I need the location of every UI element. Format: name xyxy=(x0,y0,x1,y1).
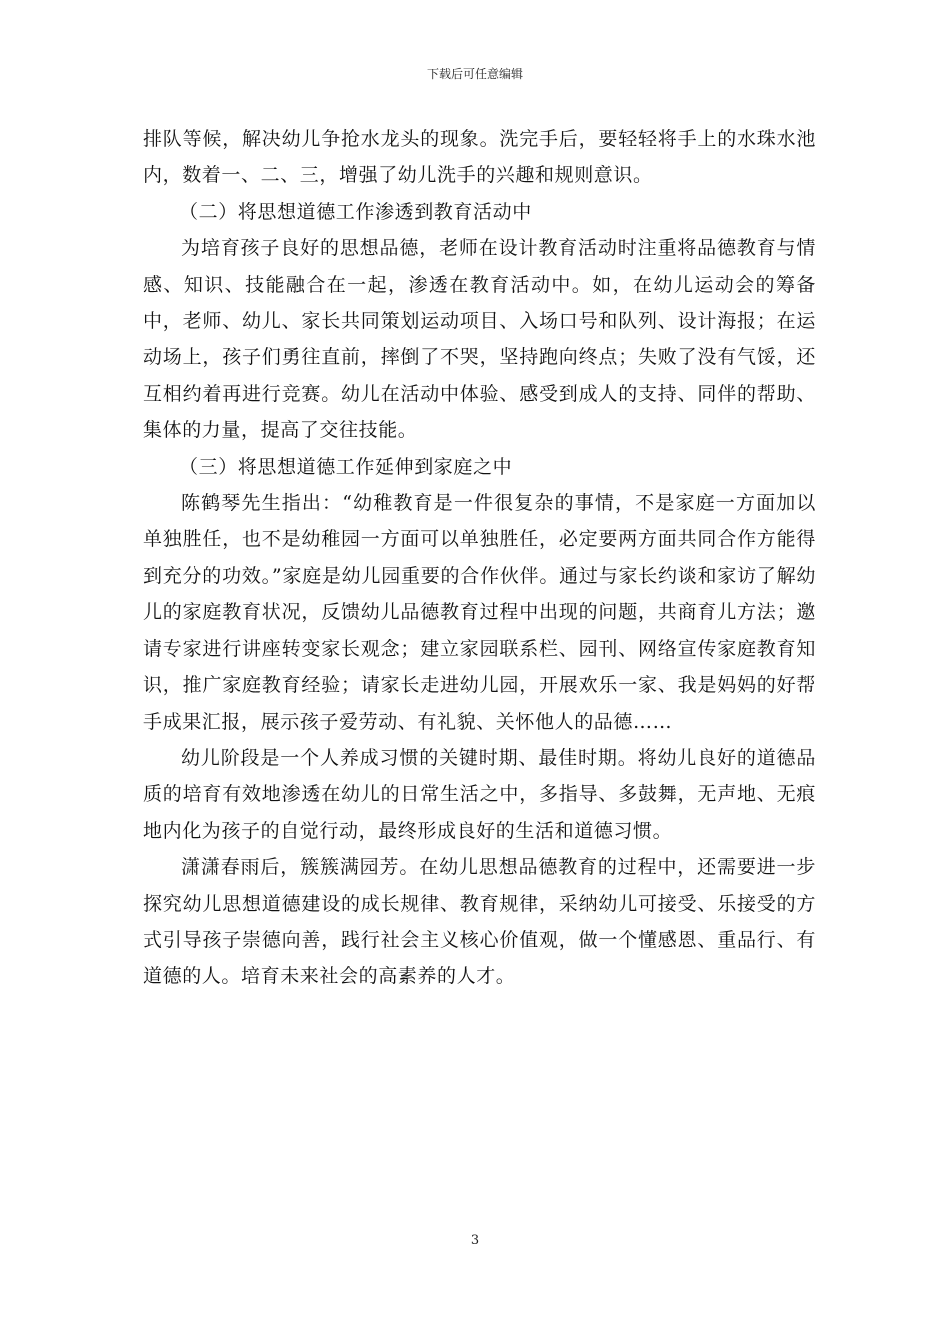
paragraph-conclusion: 潇潇春雨后，簇簇满园芳。在幼儿思想品德教育的过程中，还需要进一步探究幼儿思想道德建设的成长规律、教育规律，采纳幼儿可接受、乐接受的方式引导孩子崇德向善，践行社会主义核心价值观，做一个懂感恩、重品行、有道德的人。培育未来社会的高素养的人才。 xyxy=(143,856,816,988)
section-heading-2: （二）将思想道德工作渗透到教育活动中 xyxy=(179,200,532,223)
paragraph-education-activities: 为培育孩子良好的思想品德，老师在设计教育活动时注重将品德教育与情感、知识、技能融合在一起，渗透在教育活动中。如，在幼儿运动会的筹备中，老师、幼儿、家长共同策划运动项目、入场口号和队列、设计海报；在运动场上，孩子们勇往直前，摔倒了不哭，坚持跑向终点；失败了没有气馁，还互相约着再进行竞赛。幼儿在活动中体验、感受到成人的支持、同伴的帮助、集体的力量，提高了交往技能。 xyxy=(143,237,816,442)
paragraph-continuation: 排队等候，解决幼儿争抢水龙头的现象。洗完手后，要轻轻将手上的水珠水池内，数着一、二、三，增强了幼儿洗手的兴趣和规则意识。 xyxy=(143,128,816,187)
document-body xyxy=(143,121,816,995)
page-number: 3 xyxy=(470,1233,480,1248)
paragraph-family-education: 陈鹤琴先生指出：“幼稚教育是一件很复杂的事情，不是家庭一方面加以单独胜任，也不是幼稚园一方面可以单独胜任，必定要两方面共同合作方能得到充分的功效。”家庭是幼儿园重要的合作伙伴。通过与家长约谈和家访了解幼儿的家庭教育状况，反馈幼儿品德教育过程中出现的问题，共商育儿方法；邀请专家进行讲座转变家长观念；建立家园联系栏、园刊、网络宣传家庭教育知识，推广家庭教育经验；请家长走进幼儿园，开展欢乐一家、我是妈妈的好帮手成果汇报，展示孩子爱劳动、有礼貌、关怀他人的品德…… xyxy=(143,492,816,733)
page-header: 下载后可任意编辑 xyxy=(426,67,523,81)
section-heading-3: （三）将思想道德工作延伸到家庭之中 xyxy=(179,455,513,478)
paragraph-habit-formation: 幼儿阶段是一个人养成习惯的关键时期、最佳时期。将幼儿良好的道德品质的培育有效地渗透在幼儿的日常生活之中，多指导、多鼓舞，无声地、无痕地内化为孩子的自觉行动，最终形成良好的生活和道德习惯。 xyxy=(143,746,816,842)
